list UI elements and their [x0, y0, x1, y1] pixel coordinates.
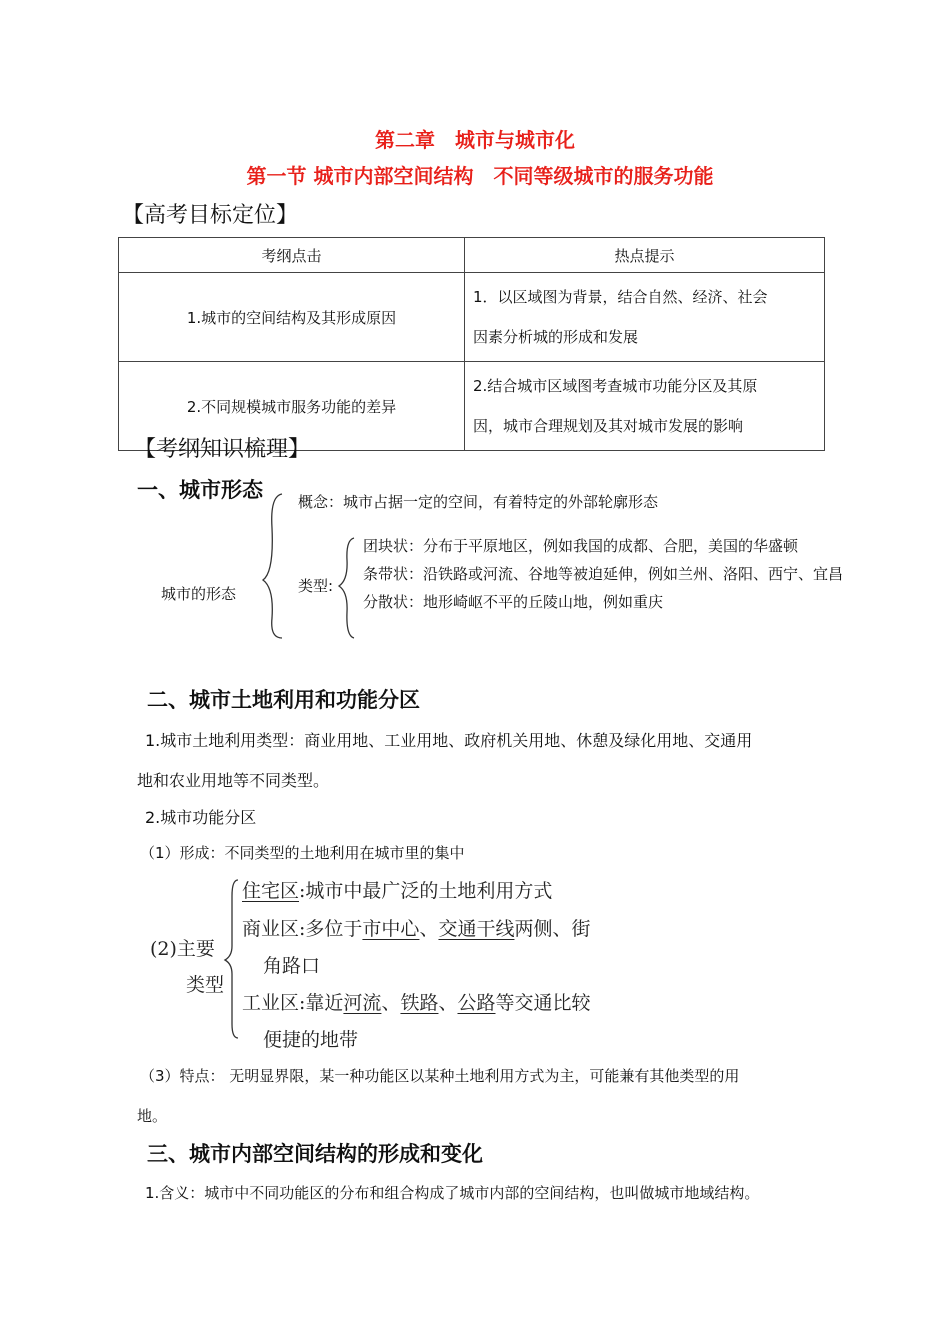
table-header-cell: 考纲点击: [119, 238, 465, 273]
paragraph-line: 1.含义：城市中不同功能区的分布和组合构成了城市内部的空间结构，也叫做城市地域结构。: [145, 1184, 760, 1202]
type-commercial: [242, 914, 590, 941]
paragraph-line: （1）形成：不同类型的土地利用在城市里的集中: [140, 844, 465, 862]
commercial-text: 、: [419, 918, 439, 940]
paragraph-line: 地和农业用地等不同类型。: [137, 771, 330, 790]
commercial-line2: 角路口: [263, 955, 321, 977]
hint-line: 2.结合城市区域图考查城市功能分区及其原: [473, 377, 758, 395]
table-cell-point: 2.不同规模城市服务功能的差异: [119, 362, 465, 451]
section3-title: 三、城市内部空间结构的形成和变化: [147, 1142, 483, 1166]
table-header-row: [119, 238, 825, 273]
hint-line: 1．以区域图为背景，结合自然、经济、社会: [473, 288, 768, 306]
hint-line: 因素分析城的形成和发展: [473, 328, 639, 346]
industrial-text: 、: [438, 992, 458, 1014]
commercial-name: 商业区: [242, 918, 300, 940]
residential-desc: :城市中最广泛的土地利用方式: [299, 880, 553, 902]
types-brace-path: [225, 880, 238, 1038]
form-type-item: 团块状：分布于平原地区，例如我国的成都、合肥，美国的华盛顿: [363, 537, 799, 555]
table-header-cell: 热点提示: [465, 238, 825, 273]
brace-diagram: [262, 488, 362, 648]
form-type-item: 条带状：沿铁路或河流、谷地等被迫延伸，例如兰州、洛阳、西宁、宜昌: [363, 565, 844, 583]
industrial-underlined: 公路: [457, 992, 496, 1014]
commercial-underlined: 交通干线: [438, 918, 515, 940]
types-brace: [222, 876, 242, 1042]
industrial-text: :靠近: [299, 992, 344, 1014]
paragraph-line: （3）特点： 无明显界限，某一种功能区以某种土地利用方式为主，可能兼有其他类型的用: [140, 1067, 740, 1085]
form-type-item: 分散状：地形崎岖不平的丘陵山地，例如重庆: [363, 593, 664, 611]
type-industrial: [242, 988, 591, 1015]
types-label: 类型:: [298, 577, 334, 595]
paragraph-line: 2.城市功能分区: [145, 808, 257, 827]
commercial-text: :多位于: [299, 918, 363, 940]
chapter-title: 第二章 城市与城市化: [375, 128, 575, 152]
section2-title: 二、城市土地利用和功能分区: [147, 688, 420, 712]
inner-brace: [339, 538, 354, 638]
paragraph-line: 地。: [137, 1107, 168, 1125]
type-residential: [242, 876, 552, 903]
types-label-text: 类型: [298, 577, 329, 595]
industrial-line2: 便捷的地带: [263, 1029, 359, 1051]
industrial-text: 、: [381, 992, 401, 1014]
form-concept: 概念：城市占据一定的空间，有着特定的外部轮廓形态: [298, 493, 659, 511]
knowledge-heading: 【考纲知识梳理】: [134, 437, 311, 462]
table-cell-hint: [465, 273, 825, 362]
section-title: 第一节 城市内部空间结构 不同等级城市的服务功能: [246, 164, 714, 188]
commercial-underlined: 市中心: [362, 918, 420, 940]
industrial-underlined: 河流: [343, 992, 382, 1014]
form-root-label: 城市的形态: [161, 585, 237, 603]
industrial-text: 等交通比较: [495, 992, 591, 1014]
table-row: [119, 273, 825, 362]
industrial-underlined: 铁路: [400, 992, 439, 1014]
outer-brace: [263, 494, 282, 638]
goal-table: [118, 237, 825, 451]
hint-line: 因，城市合理规划及其对城市发展的影响: [473, 417, 744, 435]
paragraph-line: 1.城市土地利用类型：商业用地、工业用地、政府机关用地、休憩及绿化用地、交通用: [145, 731, 753, 750]
main-types-label: 类型: [186, 974, 225, 996]
commercial-text: 两侧、街: [514, 918, 591, 940]
main-types-label: (2)主要: [150, 938, 215, 960]
table-cell-hint: [465, 362, 825, 451]
residential-name: 住宅区: [242, 880, 300, 902]
table-cell-point: 1.城市的空间结构及其形成原因: [119, 273, 465, 362]
industrial-name: 工业区: [242, 992, 300, 1014]
goal-heading: 【高考目标定位】: [122, 203, 299, 228]
section1-title: 一、城市形态: [137, 478, 263, 502]
